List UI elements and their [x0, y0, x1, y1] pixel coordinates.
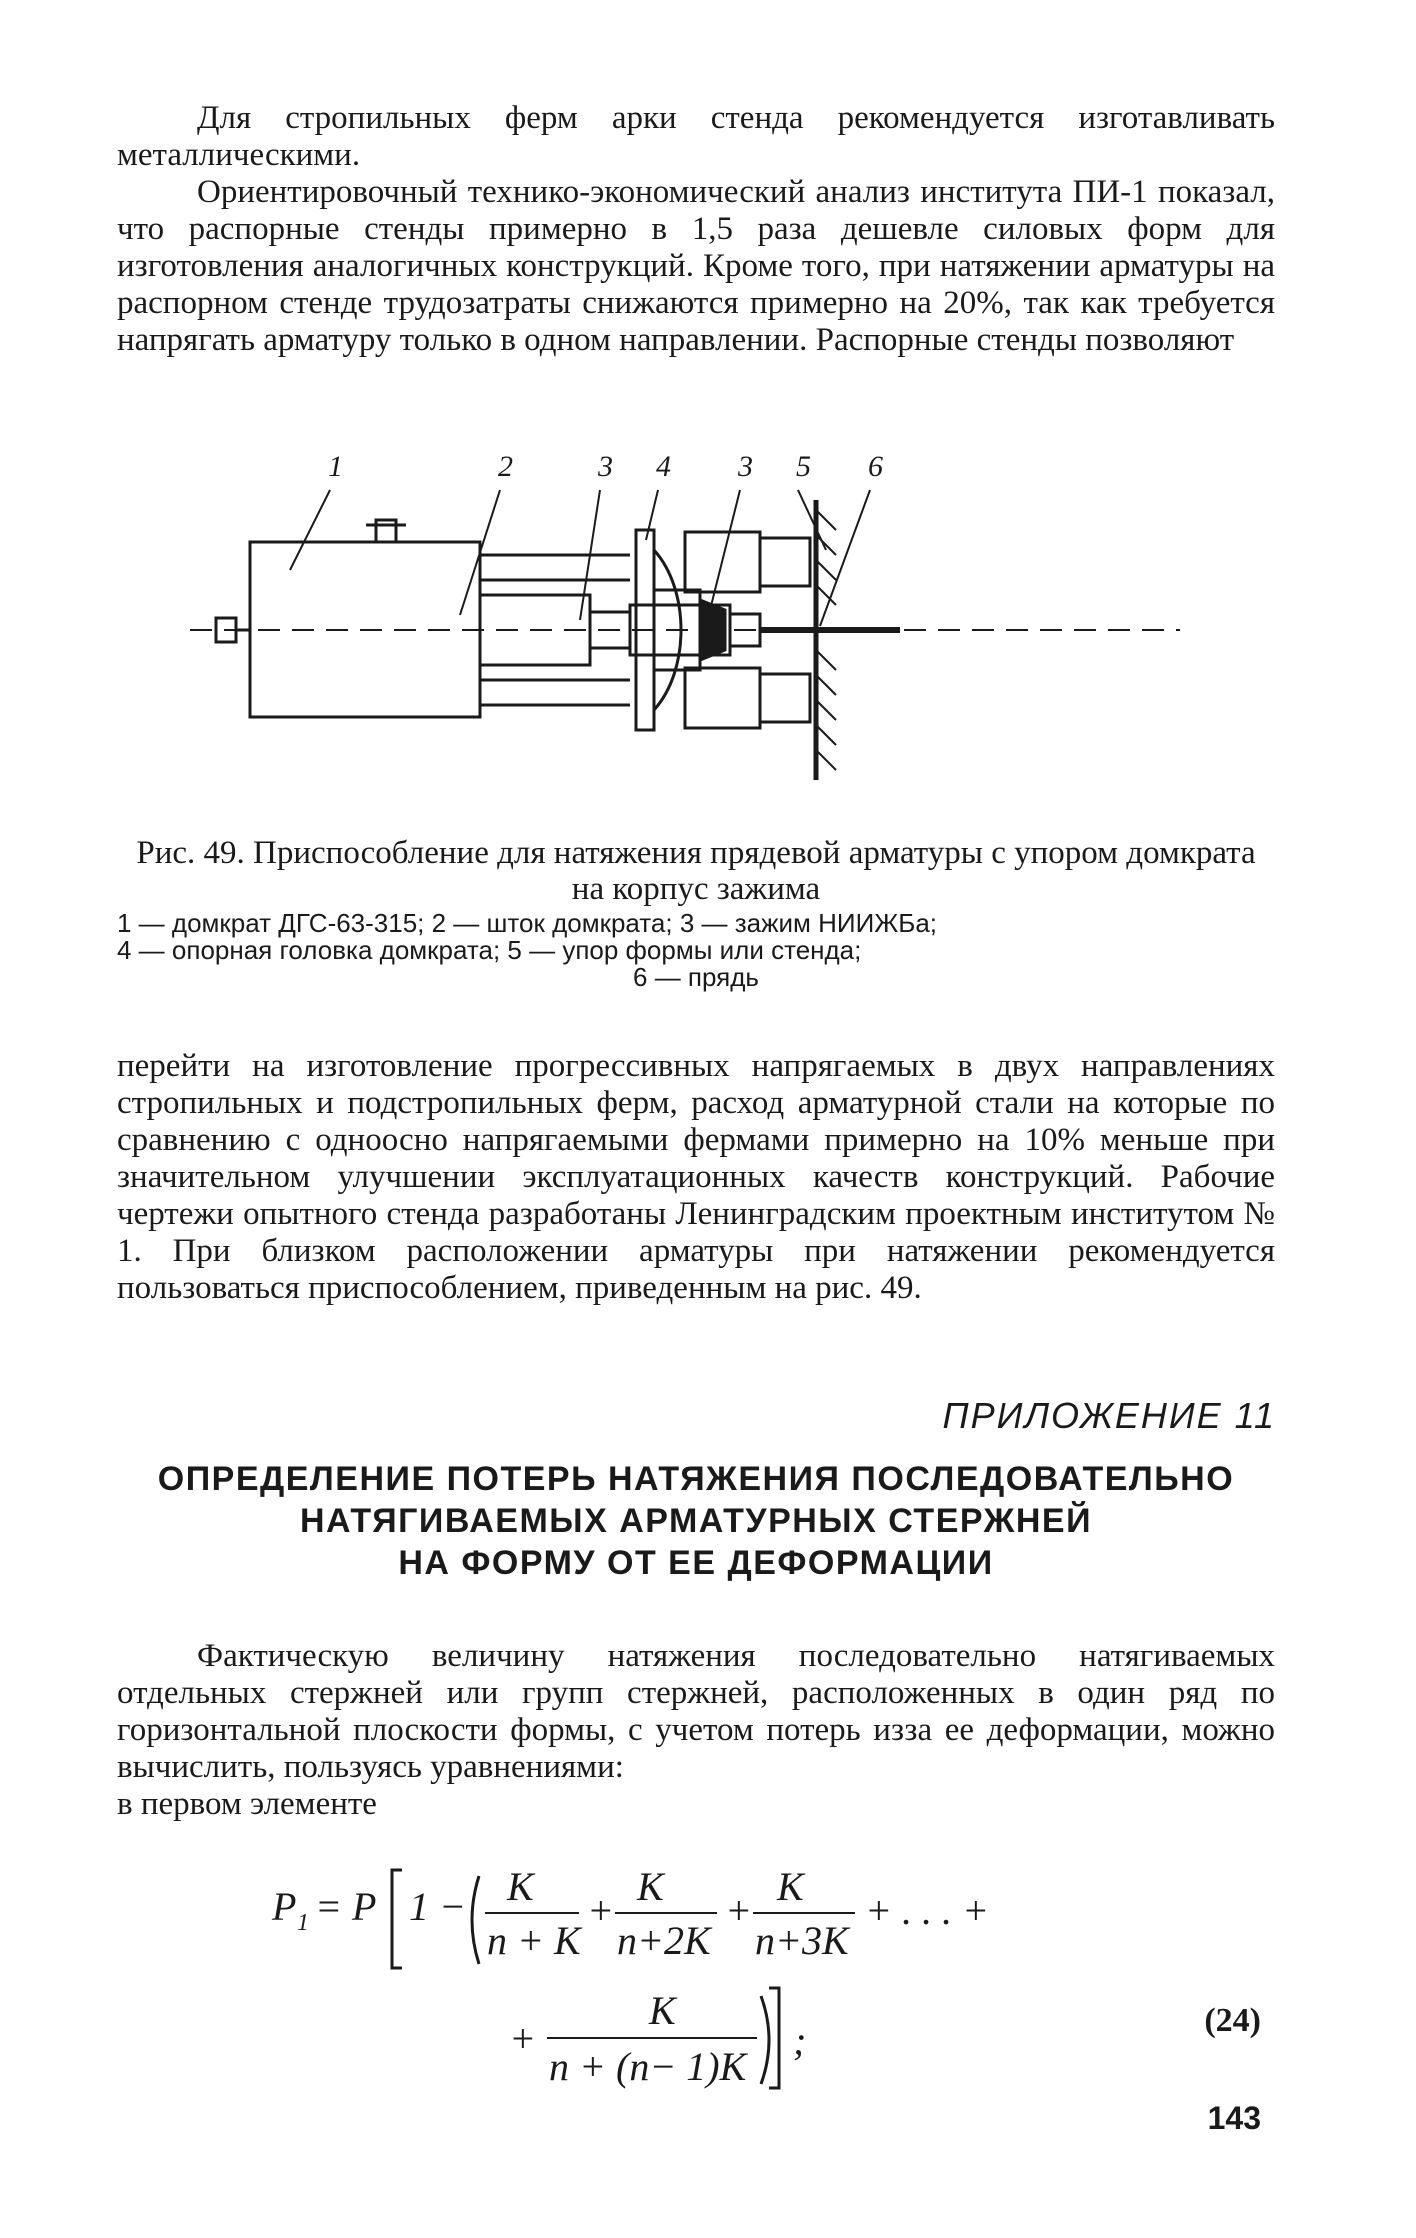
- paragraph-2: Ориентировочный технико-экономический анализ института ПИ-1 показал, что распорные стенды примерно в 1,5 раза дешевле силовых форм для изготовления аналогичных конструкций. Кроме того, при натяжении арматуры на распорном стенде трудозатраты снижаются примерно на 20%, так как требуется напрягать арматуру только в одном направлении. Распорные стенды позволяют: [117, 174, 1275, 358]
- plus-1: +: [587, 1888, 614, 1933]
- formula-24: [117, 1858, 1275, 2098]
- formula-eq: = P: [315, 1884, 377, 1929]
- equation-number: (24): [1204, 2002, 1261, 2039]
- frac2-num: K: [637, 1864, 664, 1909]
- figure-label-1: 1: [328, 450, 343, 483]
- heading-line-1: ОПРЕДЕЛЕНИЕ ПОТЕРЬ НАТЯЖЕНИЯ ПОСЛЕДОВАТЕЛЬНО: [157, 1460, 1235, 1498]
- top-text-block: [117, 100, 1275, 359]
- paragraph-4: Фактическую величину натяжения последовательно натягиваемых отдельных стержней или групп стержней, расположенных в один ряд по горизонтальной плоскости формы, с учетом потерь изза ее деформации, можно вычислить, пользуясь уравнениями:: [117, 1638, 1275, 1785]
- paragraph-3: перейти на изготовление прогрессивных напрягаемых в двух направлениях стропильных и подстропильных ферм, расход арматурной стали на которые по сравнению с одноосно напрягаемыми фермами примерно на 10% меньше при значительном улучшении эксплуатационных качеств конструкций. Рабочие чертежи опытного стенда разработаны Ленинградским проектным институтом № 1. При близком расположении арматуры при натяжении рекомендуется пользоваться приспособлением, приведенным на рис. 49.: [117, 1048, 1275, 1306]
- paragraph-5: в первом элементе: [117, 1786, 377, 1822]
- heading-line-2: НАТЯГИВАЕМЫХ АРМАТУРНЫХ СТЕРЖНЕЙ: [299, 1502, 1092, 1540]
- formula-dots: + . . . +: [865, 1888, 989, 1933]
- paragraph-1: Для стропильных ферм арки стенда рекомендуется изготавливать металлическими.: [117, 100, 1275, 173]
- plus-2: +: [725, 1888, 752, 1933]
- section-heading: [117, 1458, 1275, 1584]
- figure-caption-title: Рис. 49. Приспособление для натяжения прядевой арматуры с упором домкрата на корпус зажима: [136, 835, 1256, 907]
- legend-line-1: 1 — домкрат ДГС-63-315; 2 — шток домкрата; 3 — зажим НИИЖБа;: [117, 908, 938, 938]
- frac1-num: K: [507, 1864, 534, 1909]
- frac1-den: n + K: [487, 1918, 581, 1963]
- frac4-den: n + (n− 1)K: [549, 2044, 747, 2089]
- frac2-den: n+2K: [617, 1918, 711, 1963]
- plus-3: +: [509, 2016, 536, 2061]
- legend-line-3: 6 — прядь: [633, 962, 759, 992]
- formula-semicolon: ;: [793, 2018, 807, 2063]
- legend-line-2: 4 — опорная головка домкрата; 5 — упор формы или стенда;: [117, 935, 862, 965]
- figure-49-drawing: [180, 440, 1230, 820]
- frac3-num: K: [777, 1864, 804, 1909]
- tensioning-device-diagram: [180, 440, 1230, 820]
- figure-label-5: 5: [796, 450, 811, 483]
- figure-label-4: 4: [656, 450, 671, 483]
- figure-label-6: 6: [868, 450, 883, 483]
- heading-line-3: НА ФОРМУ ОТ ЕЕ ДЕФОРМАЦИИ: [398, 1544, 994, 1582]
- figure-label-3b: 3: [738, 450, 753, 483]
- formula-lhs: P: [272, 1884, 297, 1929]
- figure-label-2: 2: [498, 450, 513, 483]
- appendix-label: ПРИЛОЖЕНИЕ 11: [942, 1395, 1276, 1436]
- formula-lhs-sub: 1: [297, 1910, 309, 1936]
- formula-one-minus: 1 −: [409, 1884, 466, 1929]
- page-number: 143: [1207, 2100, 1261, 2136]
- figure-legend: [117, 910, 1275, 991]
- jack-top-nut: [376, 520, 396, 542]
- bottom-text-block: [117, 1638, 1275, 1823]
- frac3-den: n+3K: [755, 1918, 849, 1963]
- middle-text-block: [117, 1048, 1275, 1307]
- frac4-num: K: [649, 1988, 676, 2033]
- figure-label-3a: 3: [598, 450, 613, 483]
